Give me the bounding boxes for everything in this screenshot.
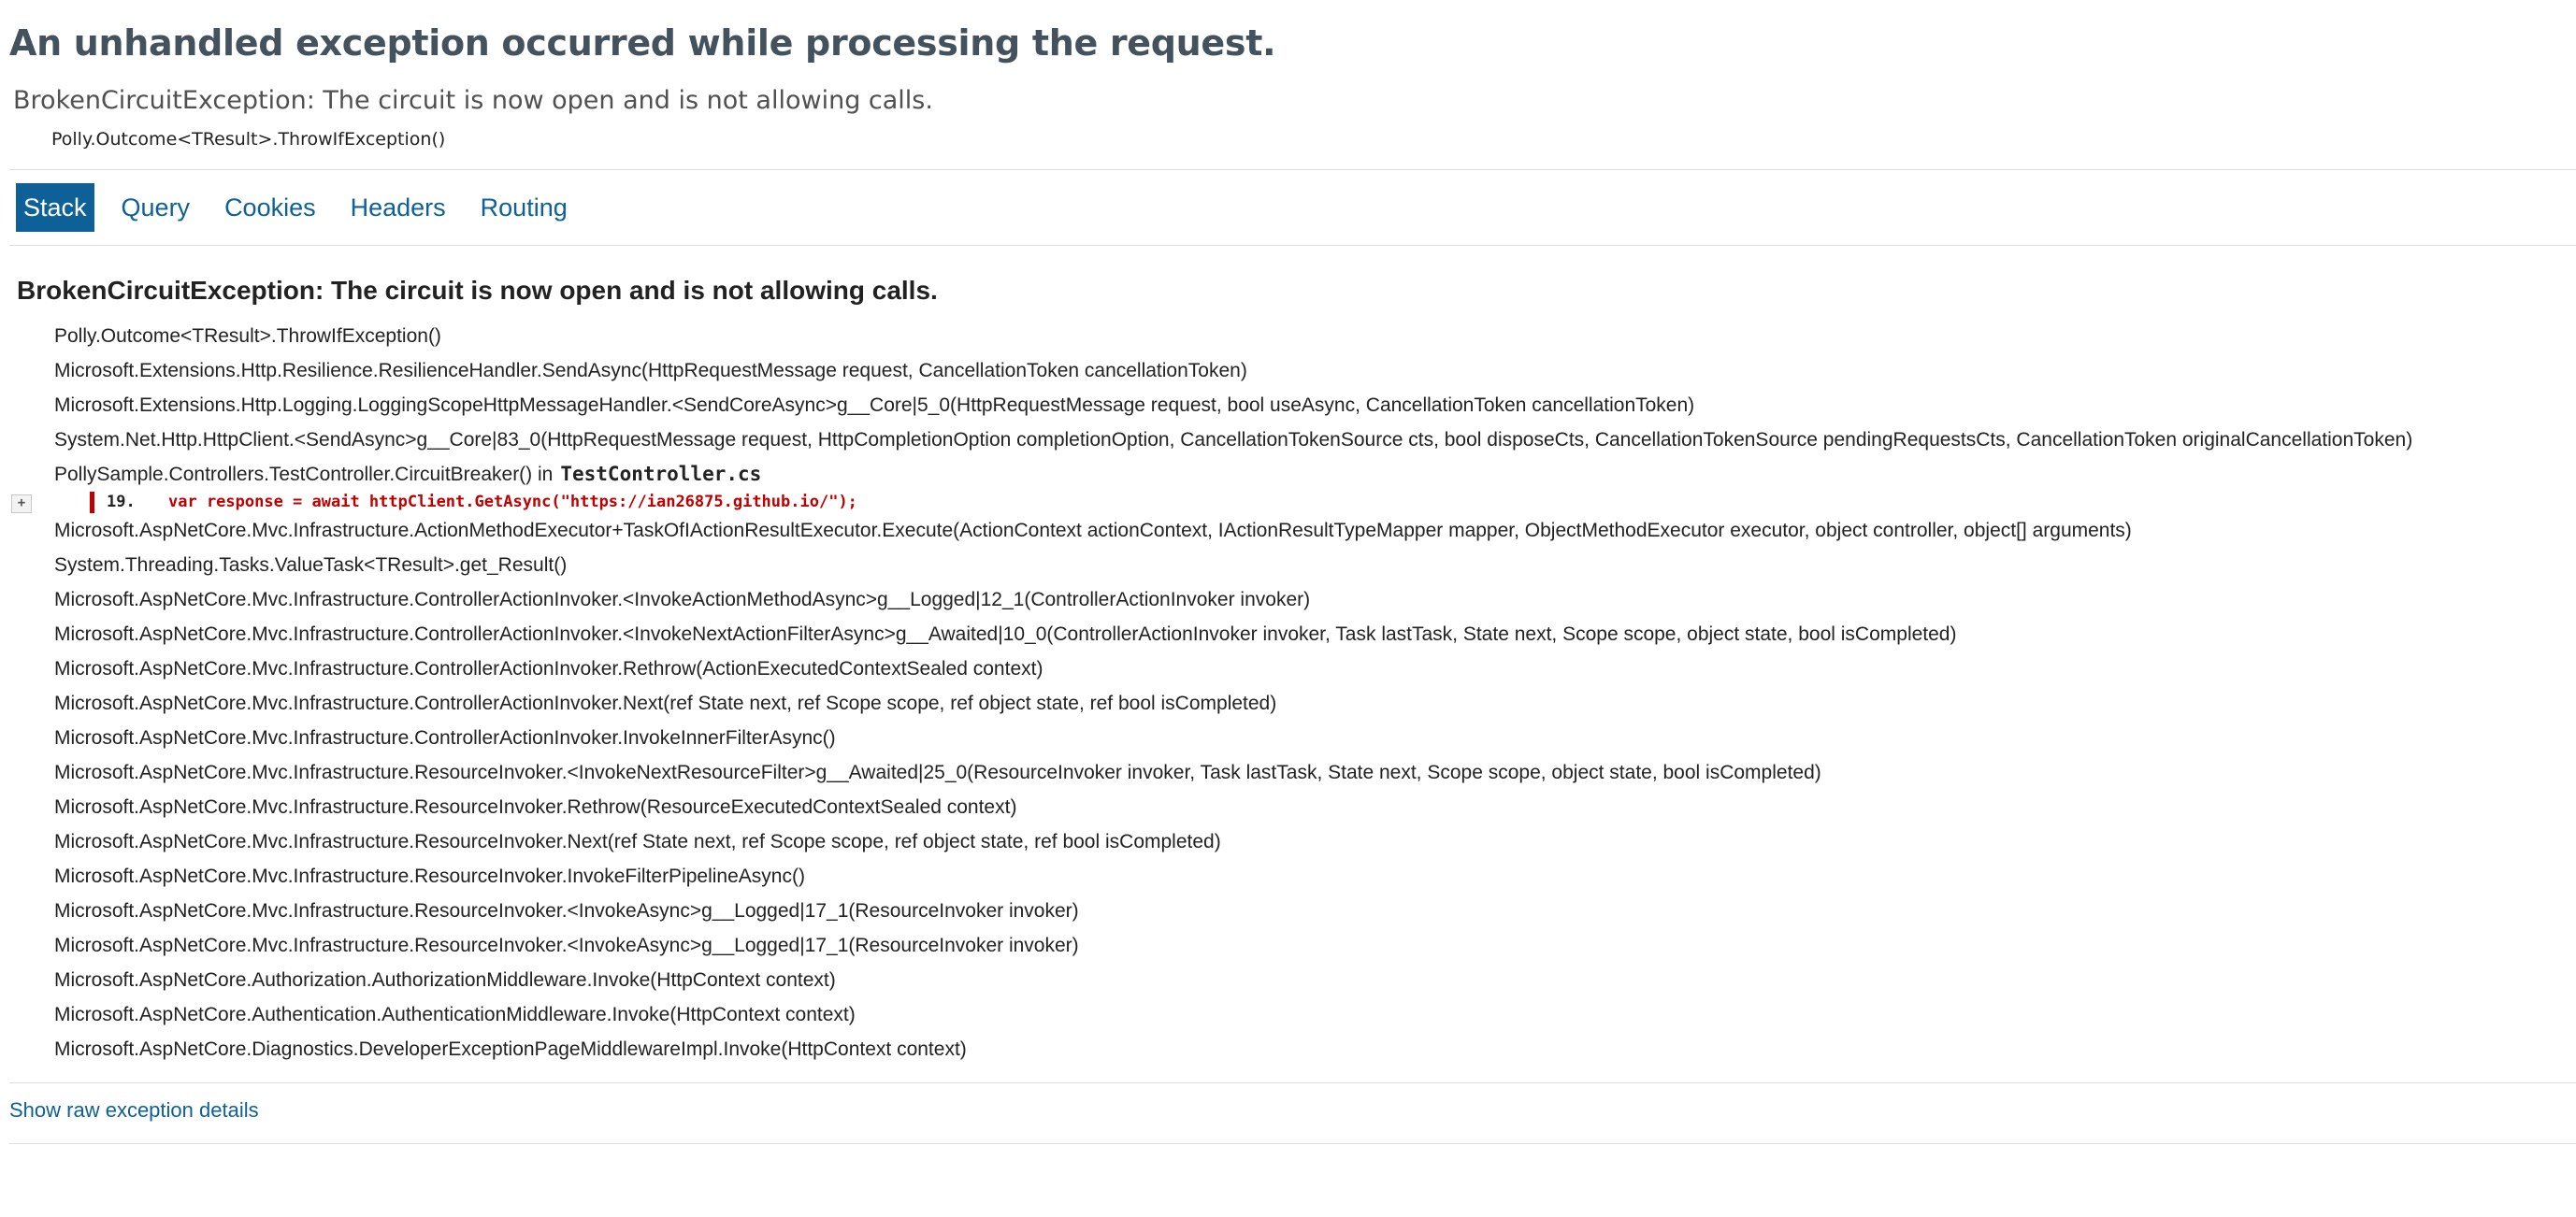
- stack-frame-user-code: [9, 457, 2567, 492]
- tab-bar: [9, 170, 2567, 245]
- stack-frame: Microsoft.AspNetCore.Mvc.Infrastructure.ResourceInvoker.Rethrow(ResourceExecutedContextSealed context): [54, 796, 1017, 818]
- stack-frame: Microsoft.AspNetCore.Mvc.Infrastructure.ResourceInvoker.Next(ref State next, ref Scope scope, ref object state, ref bool isCompleted): [54, 831, 1221, 852]
- exception-location: Polly.Outcome<TResult>.ThrowIfException(): [51, 129, 446, 150]
- stack-frame-list: [9, 309, 2567, 1067]
- stack-frame: Microsoft.AspNetCore.Mvc.Infrastructure.ResourceInvoker.<InvokeNextResourceFilter>g__Awaited|25_0(ResourceInvoker invoker, Task lastTask, State next, Scope scope, object state, bool isCompleted): [54, 762, 1821, 783]
- stack-frame: Microsoft.AspNetCore.Mvc.Infrastructure.ControllerActionInvoker.<InvokeNextActionFilterAsync>g__Awaited|10_0(ControllerActionInvoker invoker, Task lastTask, State next, Scope scope, object state, bool isCompleted): [54, 623, 1957, 645]
- stack-frame: Microsoft.AspNetCore.Mvc.Infrastructure.ControllerActionInvoker.Rethrow(ActionExecutedContextSealed context): [54, 658, 1043, 680]
- stack-exception-header: BrokenCircuitException: The circuit is now open and is not allowing calls.: [17, 276, 938, 305]
- expand-source-button[interactable]: +: [11, 494, 32, 513]
- source-line-context: [9, 492, 2567, 513]
- tab-routing[interactable]: Routing: [480, 193, 568, 222]
- tab-stack[interactable]: Stack: [16, 183, 94, 232]
- stack-frame: Microsoft.AspNetCore.Mvc.Infrastructure.ControllerActionInvoker.<InvokeActionMethodAsync>g__Logged|12_1(ControllerActionInvoker invoker): [54, 589, 1311, 610]
- highlight-marker: [90, 492, 94, 513]
- stack-frame: Microsoft.AspNetCore.Mvc.Infrastructure.ControllerActionInvoker.Next(ref State next, ref Scope scope, ref object state, ref bool isCompleted): [54, 693, 1277, 714]
- stack-frame: Microsoft.AspNetCore.Mvc.Infrastructure.ActionMethodExecutor+TaskOfIActionResultExecutor.Execute(ActionContext actionContext, IActionResultTypeMapper mapper, ObjectMethodExecutor executor, object controller, object[] arguments): [54, 520, 2132, 541]
- show-raw-exception-link[interactable]: Show raw exception details: [9, 1098, 259, 1122]
- stack-frame: Microsoft.AspNetCore.Diagnostics.DeveloperExceptionPageMiddlewareImpl.Invoke(HttpContext context): [54, 1038, 967, 1060]
- stack-frame: Microsoft.Extensions.Http.Logging.LoggingScopeHttpMessageHandler.<SendCoreAsync>g__Core|5_0(HttpRequestMessage request, bool useAsync, CancellationToken cancellationToken): [54, 394, 1695, 416]
- stack-frame: Microsoft.AspNetCore.Authorization.AuthorizationMiddleware.Invoke(HttpContext context): [54, 969, 836, 991]
- stack-frame: Microsoft.AspNetCore.Mvc.Infrastructure.ResourceInvoker.<InvokeAsync>g__Logged|17_1(ResourceInvoker invoker): [54, 900, 1079, 922]
- stack-frame: Microsoft.AspNetCore.Mvc.Infrastructure.ResourceInvoker.<InvokeAsync>g__Logged|17_1(ResourceInvoker invoker): [54, 935, 1079, 956]
- stack-frame: Microsoft.Extensions.Http.Resilience.ResilienceHandler.SendAsync(HttpRequestMessage request, CancellationToken cancellationToken): [54, 360, 1247, 381]
- stack-frame: System.Threading.Tasks.ValueTask<TResult>.get_Result(): [54, 554, 568, 576]
- source-file-name: TestController.cs: [560, 463, 762, 485]
- tab-query[interactable]: Query: [121, 193, 191, 222]
- stack-frame: System.Net.Http.HttpClient.<SendAsync>g__Core|83_0(HttpRequestMessage request, HttpCompletionOption completionOption, CancellationTokenSource cts, bool disposeCts, CancellationTokenSource pendingRequestsCts, CancellationToken originalCancellationToken): [54, 429, 2413, 451]
- source-code-line: var response = await httpClient.GetAsync("https://ian26875.github.io/");: [168, 493, 857, 511]
- source-line-number: 19.: [107, 493, 136, 511]
- page-title: An unhandled exception occurred while processing the request.: [9, 22, 1276, 64]
- exception-summary: BrokenCircuitException: The circuit is now open and is not allowing calls.: [13, 86, 933, 115]
- stack-frame: Microsoft.AspNetCore.Mvc.Infrastructure.ResourceInvoker.InvokeFilterPipelineAsync(): [54, 866, 805, 887]
- tab-headers[interactable]: Headers: [350, 193, 446, 222]
- stack-frame-method: PollySample.Controllers.TestController.CircuitBreaker() in: [54, 464, 554, 485]
- stack-frame: Polly.Outcome<TResult>.ThrowIfException(): [54, 325, 441, 347]
- stack-frame: Microsoft.AspNetCore.Authentication.AuthenticationMiddleware.Invoke(HttpContext context): [54, 1004, 856, 1025]
- stack-frame: Microsoft.AspNetCore.Mvc.Infrastructure.ControllerActionInvoker.InvokeInnerFilterAsync(): [54, 727, 836, 749]
- divider: [9, 1143, 2576, 1144]
- tab-cookies[interactable]: Cookies: [224, 193, 316, 222]
